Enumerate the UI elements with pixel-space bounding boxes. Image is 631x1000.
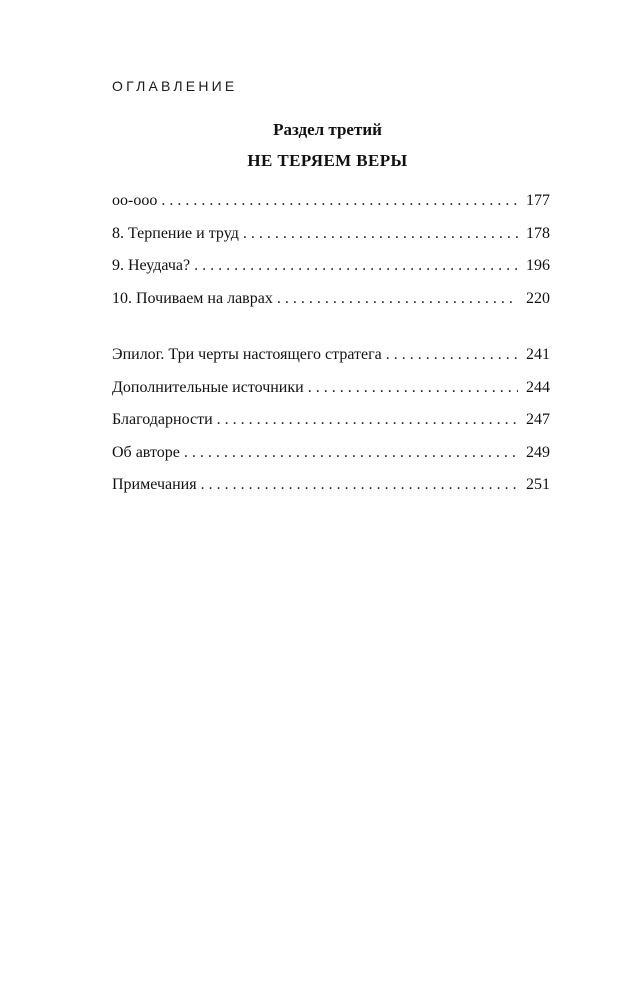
toc-entry-title: Благодарности	[112, 411, 213, 428]
toc-entry-page: 241	[526, 346, 550, 363]
toc-entry-title: оо-ооо	[112, 192, 158, 209]
toc-entry-title: Примечания	[112, 476, 197, 493]
toc-entry-title: Эпилог. Три черты настоящего стратега	[112, 346, 382, 363]
toc-entry	[112, 345, 550, 378]
toc-entry	[112, 191, 550, 224]
toc-entry-page: 220	[526, 289, 550, 307]
toc-entry-page: 251	[526, 476, 550, 493]
backmatter-list	[112, 345, 550, 508]
toc-entry-title: Дополнительные источники	[112, 378, 304, 396]
section-label: Раздел третий	[273, 120, 382, 139]
toc-entry-page: 177	[526, 192, 550, 209]
toc-entry	[112, 475, 550, 508]
dot-leader	[277, 289, 518, 309]
chapter-list	[112, 191, 550, 321]
toc-entry	[112, 224, 550, 257]
toc-entry	[112, 289, 550, 322]
toc-entry-title: 10. Почиваем на лаврах	[112, 289, 273, 307]
dot-leader	[243, 224, 518, 244]
toc-entry	[112, 256, 550, 289]
dot-leader	[217, 410, 518, 430]
toc-entry-title: 8. Терпение и труд	[112, 224, 239, 242]
toc-entry-page: 196	[526, 257, 550, 274]
dot-leader	[161, 191, 518, 211]
toc-entry	[112, 443, 550, 476]
dot-leader	[184, 443, 518, 463]
toc-entry-title: 9. Неудача?	[112, 257, 191, 274]
toc-entry	[112, 410, 550, 443]
toc-entry-title: Об авторе	[112, 443, 180, 461]
toc-entry	[112, 378, 550, 411]
section-title: НЕ ТЕРЯЕМ ВЕРЫ	[247, 151, 408, 170]
toc-entry-page: 249	[526, 443, 550, 461]
dot-leader	[386, 345, 518, 365]
dot-leader	[201, 475, 518, 495]
toc-entry-page: 247	[526, 411, 550, 428]
running-header: ОГЛАВЛЕНИЕ	[112, 78, 238, 94]
toc-entry-page: 178	[526, 224, 550, 242]
dot-leader	[194, 256, 518, 276]
dot-leader	[308, 378, 518, 398]
toc-entry-page: 244	[526, 378, 550, 396]
